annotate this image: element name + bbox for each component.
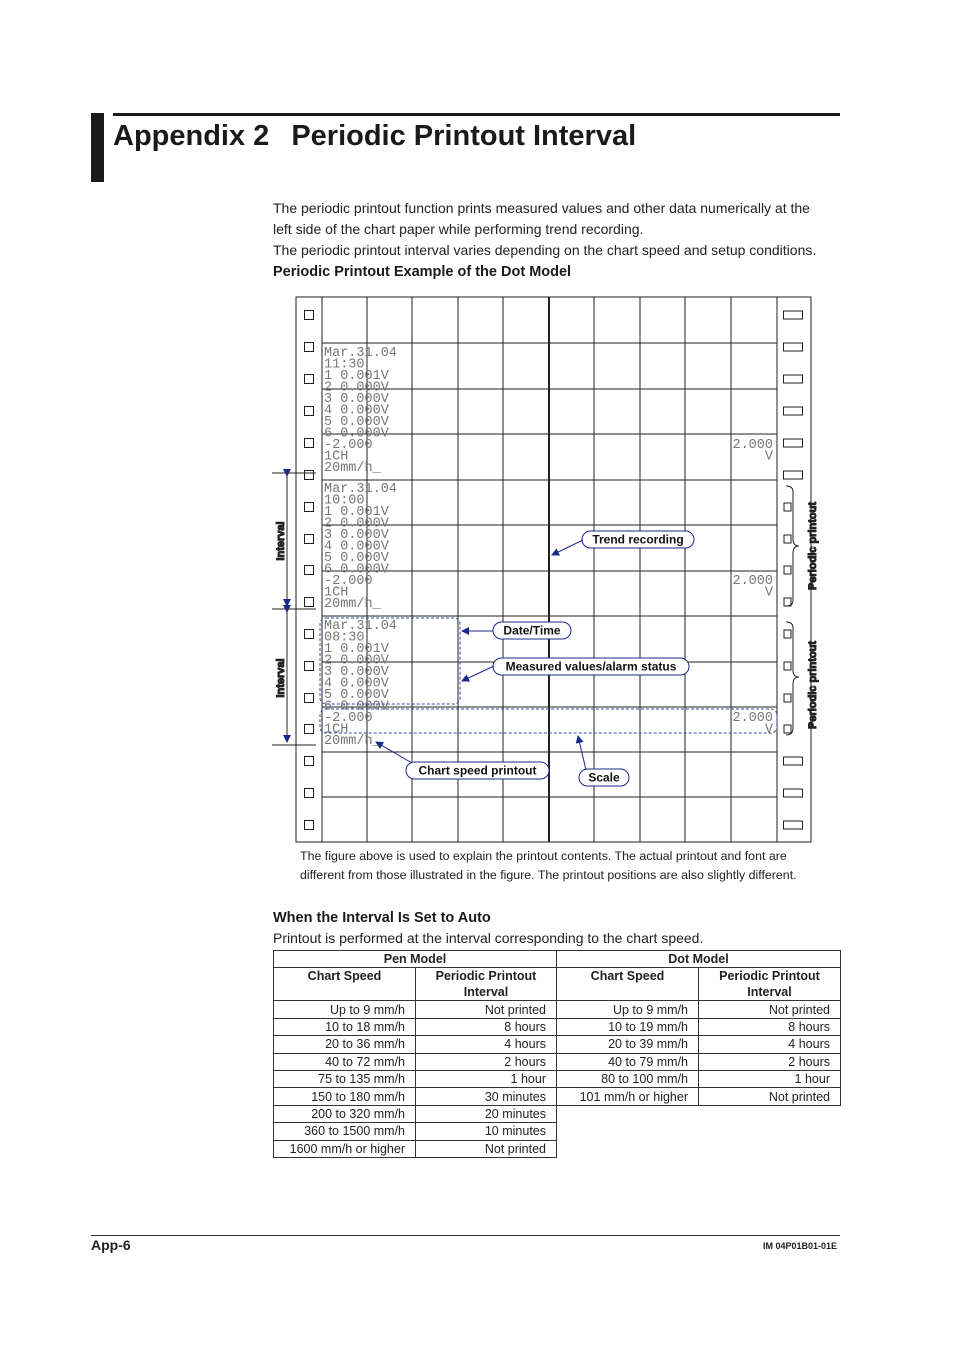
feed-hole-left bbox=[305, 821, 314, 830]
printout-line: 08:30 bbox=[324, 630, 365, 646]
printout-line: 5 0.000V bbox=[324, 551, 389, 566]
pen-model-header: Pen Model bbox=[274, 951, 557, 968]
intro-line-3: The periodic printout interval varies depending on the chart speed and setup conditions. bbox=[273, 242, 817, 258]
page-number: App-6 bbox=[91, 1237, 131, 1253]
scale-right: 2.000 bbox=[732, 574, 773, 589]
printout-line: 3 0.000V bbox=[324, 528, 389, 543]
pen-interval-cell: Not printed bbox=[416, 1001, 557, 1018]
dot-speed-cell: 101 mm/h or higher bbox=[557, 1088, 699, 1105]
feed-hole-left bbox=[305, 598, 314, 607]
interval-label-1: Interval bbox=[275, 521, 287, 561]
feed-hole-left bbox=[305, 789, 314, 798]
document-id: IM 04P01B01-01E bbox=[763, 1241, 838, 1251]
chart-speed-text: 20mm/h_ bbox=[324, 734, 381, 749]
feed-hole-left bbox=[305, 757, 314, 766]
empty-cell bbox=[557, 1140, 841, 1157]
chart-speed-text: 20mm/h_ bbox=[324, 597, 381, 612]
pen-interval-cell: Not printed bbox=[416, 1140, 557, 1157]
feed-slot-right bbox=[784, 407, 803, 415]
interval-label-2: Interval bbox=[275, 658, 287, 698]
table-row bbox=[274, 1001, 841, 1018]
periodic-label-2: Periodic printout bbox=[807, 641, 819, 729]
table-row bbox=[274, 1070, 841, 1087]
printout-line: 3 0.000V bbox=[324, 392, 389, 407]
feed-slot-right-small bbox=[784, 535, 791, 543]
feed-hole-left bbox=[305, 694, 314, 703]
printout-figure bbox=[270, 295, 830, 847]
feed-hole-left bbox=[305, 439, 314, 448]
feed-slot-right bbox=[784, 343, 803, 351]
table-row bbox=[274, 1105, 841, 1122]
dot-interval-cell: 8 hours bbox=[699, 1018, 841, 1035]
feed-slot-right bbox=[784, 311, 803, 319]
printout-line: 2 0.000V bbox=[324, 380, 389, 396]
feed-slot-right bbox=[784, 439, 803, 447]
pen-speed-cell: 200 to 320 mm/h bbox=[274, 1105, 416, 1122]
feed-slot-right-small bbox=[784, 694, 791, 702]
printout-line: 11:30 bbox=[324, 357, 365, 373]
printout-line: 5 0.000V bbox=[324, 688, 389, 703]
dot-speed-cell: 20 to 39 mm/h bbox=[557, 1036, 699, 1053]
printout-line: Mar.31.04 bbox=[324, 619, 397, 634]
figure-note-2: different from those illustrated in the figure. The printout positions are also slightly different. bbox=[300, 868, 797, 882]
pen-speed-cell: 1600 mm/h or higher bbox=[274, 1140, 416, 1157]
channel-label: 1CH bbox=[324, 585, 349, 601]
appendix-title: Periodic Printout Interval bbox=[291, 120, 637, 152]
dot-speed-header: Chart Speed bbox=[557, 968, 699, 1001]
auto-heading: When the Interval Is Set to Auto bbox=[273, 910, 491, 926]
pen-interval-cell: 4 hours bbox=[416, 1036, 557, 1053]
pen-speed-cell: 75 to 135 mm/h bbox=[274, 1070, 416, 1087]
printout-line: 2 0.000V bbox=[324, 653, 389, 669]
dot-interval-cell: Not printed bbox=[699, 1088, 841, 1105]
printout-line: 3 0.000V bbox=[324, 665, 389, 680]
table-row bbox=[274, 1123, 841, 1140]
printout-line: 6 0.000V bbox=[324, 699, 389, 715]
feed-slot-right-small bbox=[784, 662, 791, 670]
pen-speed-cell: 150 to 180 mm/h bbox=[274, 1088, 416, 1105]
feed-slot-right bbox=[784, 789, 803, 797]
dot-interval-cell: Not printed bbox=[699, 1001, 841, 1018]
dot-model-header: Dot Model bbox=[557, 951, 841, 968]
chart-speed-printout-label: Chart speed printout bbox=[418, 763, 537, 778]
feed-slot-right bbox=[784, 471, 803, 479]
feed-hole-left bbox=[305, 375, 314, 384]
printout-line: 10:00 bbox=[324, 493, 365, 509]
empty-cell bbox=[557, 1123, 841, 1140]
heading-bar bbox=[91, 113, 104, 182]
dot-interval-cell: 2 hours bbox=[699, 1053, 841, 1070]
scale-unit: V bbox=[764, 722, 773, 738]
pen-interval-cell: 2 hours bbox=[416, 1053, 557, 1070]
pen-speed-header: Chart Speed bbox=[274, 968, 416, 1001]
channel-label: 1CH bbox=[324, 722, 349, 738]
feed-slot-right-small bbox=[784, 725, 791, 733]
pen-interval-cell: 8 hours bbox=[416, 1018, 557, 1035]
table-row bbox=[274, 1018, 841, 1035]
table-row bbox=[274, 1053, 841, 1070]
dot-interval-header: Periodic Printout Interval bbox=[699, 968, 841, 1001]
channel-label: 1CH bbox=[324, 449, 349, 465]
printout-line: 1 0.001V bbox=[324, 369, 389, 384]
heading-rule bbox=[113, 113, 840, 116]
interval-table bbox=[273, 950, 841, 1158]
pen-speed-cell: 360 to 1500 mm/h bbox=[274, 1123, 416, 1140]
feed-hole-left bbox=[305, 566, 314, 575]
printout-line: Mar.31.04 bbox=[324, 482, 397, 497]
feed-slot-right bbox=[784, 757, 803, 765]
pen-interval-cell: 1 hour bbox=[416, 1070, 557, 1087]
feed-hole-left bbox=[305, 311, 314, 320]
scale-right: 2.000 bbox=[732, 711, 773, 726]
feed-hole-left bbox=[305, 471, 314, 480]
table-row bbox=[274, 1088, 841, 1105]
feed-hole-left bbox=[305, 535, 314, 544]
feed-hole-left bbox=[305, 407, 314, 416]
feed-slot-right-small bbox=[784, 630, 791, 638]
scale-unit: V bbox=[764, 449, 773, 465]
measured-values-arrow bbox=[462, 666, 494, 681]
dot-interval-cell: 4 hours bbox=[699, 1036, 841, 1053]
trend-recording-label: Trend recording bbox=[592, 532, 684, 547]
feed-hole-left bbox=[305, 630, 314, 639]
pen-speed-cell: Up to 9 mm/h bbox=[274, 1001, 416, 1018]
pen-interval-cell: 20 minutes bbox=[416, 1105, 557, 1122]
feed-hole-left bbox=[305, 503, 314, 512]
intro-line-2: left side of the chart paper while performing trend recording. bbox=[273, 221, 644, 237]
figure-note-1: The figure above is used to explain the printout contents. The actual printout and font are bbox=[300, 849, 787, 863]
printout-line: 6 0.000V bbox=[324, 426, 389, 442]
pen-speed-cell: 20 to 36 mm/h bbox=[274, 1036, 416, 1053]
feed-hole-left bbox=[305, 662, 314, 671]
scale-arrow bbox=[578, 736, 586, 770]
pen-speed-cell: 10 to 18 mm/h bbox=[274, 1018, 416, 1035]
periodic-brace bbox=[786, 622, 799, 735]
feed-slot-right-small bbox=[784, 503, 791, 511]
printout-line: 6 0.000V bbox=[324, 562, 389, 578]
appendix-number: Appendix 2 bbox=[113, 120, 270, 152]
scale-left: -2.000 bbox=[324, 574, 373, 589]
dot-speed-cell: 10 to 19 mm/h bbox=[557, 1018, 699, 1035]
printout-line: 1 0.001V bbox=[324, 505, 389, 520]
scale-left: -2.000 bbox=[324, 438, 373, 453]
printout-line: 1 0.001V bbox=[324, 642, 389, 657]
printout-line: 5 0.000V bbox=[324, 415, 389, 430]
intro-line-1: The periodic printout function prints measured values and other data numerically at the bbox=[273, 200, 810, 216]
measured-values-label: Measured values/alarm status bbox=[505, 659, 677, 674]
feed-slot-right bbox=[784, 821, 803, 829]
printout-line: 4 0.000V bbox=[324, 676, 389, 692]
pen-interval-cell: 30 minutes bbox=[416, 1088, 557, 1105]
trend-recording-arrow bbox=[552, 540, 583, 555]
empty-cell bbox=[557, 1105, 841, 1122]
date-time-label: Date/Time bbox=[503, 623, 561, 638]
table-row bbox=[274, 1036, 841, 1053]
dot-speed-cell: 40 to 79 mm/h bbox=[557, 1053, 699, 1070]
scale-label: Scale bbox=[588, 770, 620, 785]
scale-right: 2.000 bbox=[732, 438, 773, 453]
printout-line: 4 0.000V bbox=[324, 403, 389, 419]
feed-slot-right bbox=[784, 375, 803, 383]
scale-left: -2.000 bbox=[324, 711, 373, 726]
printout-line: Mar.31.04 bbox=[324, 346, 397, 361]
pen-speed-cell: 40 to 72 mm/h bbox=[274, 1053, 416, 1070]
dot-speed-cell: Up to 9 mm/h bbox=[557, 1001, 699, 1018]
dot-speed-cell: 80 to 100 mm/h bbox=[557, 1070, 699, 1087]
table-row bbox=[274, 1140, 841, 1157]
footer-rule bbox=[91, 1235, 840, 1236]
dot-interval-cell: 1 hour bbox=[699, 1070, 841, 1087]
page-title bbox=[113, 120, 636, 153]
chart-speed-text: 20mm/h_ bbox=[324, 461, 381, 476]
example-heading: Periodic Printout Example of the Dot Model bbox=[273, 264, 572, 280]
feed-hole-left bbox=[305, 343, 314, 352]
printout-line: 2 0.000V bbox=[324, 516, 389, 532]
auto-text: Printout is performed at the interval corresponding to the chart speed. bbox=[273, 930, 704, 946]
scale-unit: V bbox=[764, 585, 773, 601]
pen-interval-cell: 10 minutes bbox=[416, 1123, 557, 1140]
feed-hole-left bbox=[305, 725, 314, 734]
periodic-label-1: Periodic printout bbox=[807, 502, 819, 590]
pen-interval-header: Periodic Printout Interval bbox=[416, 968, 557, 1001]
printout-line: 4 0.000V bbox=[324, 539, 389, 555]
feed-slot-right-small bbox=[784, 566, 791, 574]
